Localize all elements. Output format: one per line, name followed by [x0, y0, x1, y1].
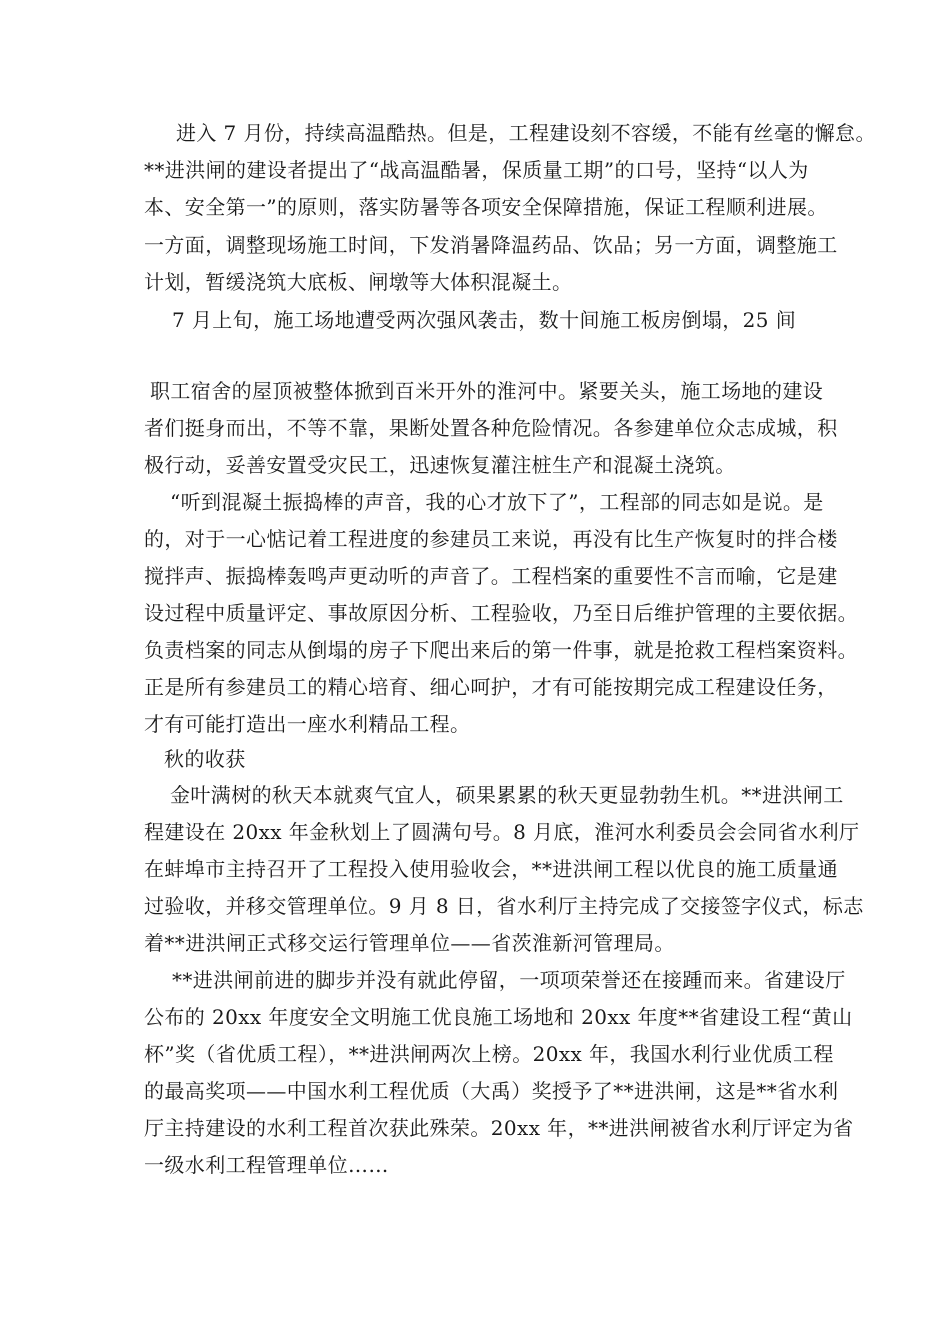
text-line: 负责档案的同志从倒塌的房子下爬出来后的第一件事，就是抢救工程档案资料。 — [144, 638, 858, 662]
text-line: 一方面，调整现场施工时间，下发消暑降温药品、饮品；另一方面，调整施工 — [144, 233, 838, 257]
text-line: 过验收，并移交管理单位。9 月 8 日，省水利厅主持完成了交接签字仪式，标志 — [144, 894, 864, 918]
text-line: 职工宿舍的屋顶被整体掀到百米开外的淮河中。紧要关头，施工场地的建设 — [150, 379, 824, 403]
text-line: 在蚌埠市主持召开了工程投入使用验收会，**进洪闸工程以优良的施工质量通 — [144, 857, 838, 881]
section-heading: 秋的收获 — [164, 747, 246, 771]
text-line: 厅主持建设的水利工程首次获此殊荣。20xx 年，**进洪闸被省水利厅评定为省 — [144, 1116, 854, 1140]
text-line: 7 月上旬，施工场地遭受两次强风袭击，数十间施工板房倒塌，25 间 — [172, 308, 797, 332]
text-line: 本、安全第一”的原则，落实防暑等各项安全保障措施，保证工程顺利进展。 — [144, 195, 828, 219]
text-line: 搅拌声、振捣棒轰鸣声更动听的声音了。工程档案的重要性不言而喻，它是建 — [144, 564, 838, 588]
text-line: 公布的 20xx 年度安全文明施工优良施工场地和 20xx 年度**省建设工程“黄山 — [144, 1005, 853, 1029]
text-line: 才有可能打造出一座水利精品工程。 — [144, 712, 471, 736]
text-line: **进洪闸的建设者提出了“战高温酷暑，保质量工期”的口号，坚持“以人为 — [144, 158, 809, 182]
text-line: “听到混凝土振捣棒的声音，我的心才放下了”，工程部的同志如是说。是 — [170, 490, 824, 514]
text-line: 的，对于一心惦记着工程进度的参建员工来说，再没有比生产恢复时的拌合楼 — [144, 527, 838, 551]
text-line: 程建设在 20xx 年金秋划上了圆满句号。8 月底，淮河水利委员会会同省水利厅 — [144, 820, 860, 844]
text-line: 一级水利工程管理单位…… — [144, 1153, 389, 1177]
text-line: 计划，暂缓浇筑大底板、闸墩等大体积混凝土。 — [144, 270, 573, 294]
text-line: 着**进洪闸正式移交运行管理单位——省茨淮新河管理局。 — [144, 931, 675, 955]
text-line: 正是所有参建员工的精心培育、细心呵护，才有可能按期完成工程建设任务， — [144, 675, 838, 699]
text-line: 设过程中质量评定、事故原因分析、工程验收，乃至日后维护管理的主要依据。 — [144, 601, 858, 625]
text-line: **进洪闸前进的脚步并没有就此停留，一项项荣誉还在接踵而来。省建设厅 — [172, 968, 846, 992]
text-line: 者们挺身而出，不等不靠，果断处置各种危险情况。各参建单位众志成城，积 — [144, 416, 838, 440]
text-line: 的最高奖项——中国水利工程优质（大禹）奖授予了**进洪闸，这是**省水利 — [144, 1079, 839, 1103]
text-line: 进入 7 月份，持续高温酷热。但是，工程建设刻不容缓，不能有丝毫的懈怠。 — [176, 121, 876, 145]
text-line: 杯”奖（省优质工程），**进洪闸两次上榜。20xx 年，我国水利行业优质工程 — [144, 1042, 834, 1066]
text-line: 金叶满树的秋天本就爽气宜人，硕果累累的秋天更显勃勃生机。**进洪闸工 — [170, 783, 844, 807]
text-line: 极行动，妥善安置受灾民工，迅速恢复灌注桩生产和混凝土浇筑。 — [144, 453, 736, 477]
